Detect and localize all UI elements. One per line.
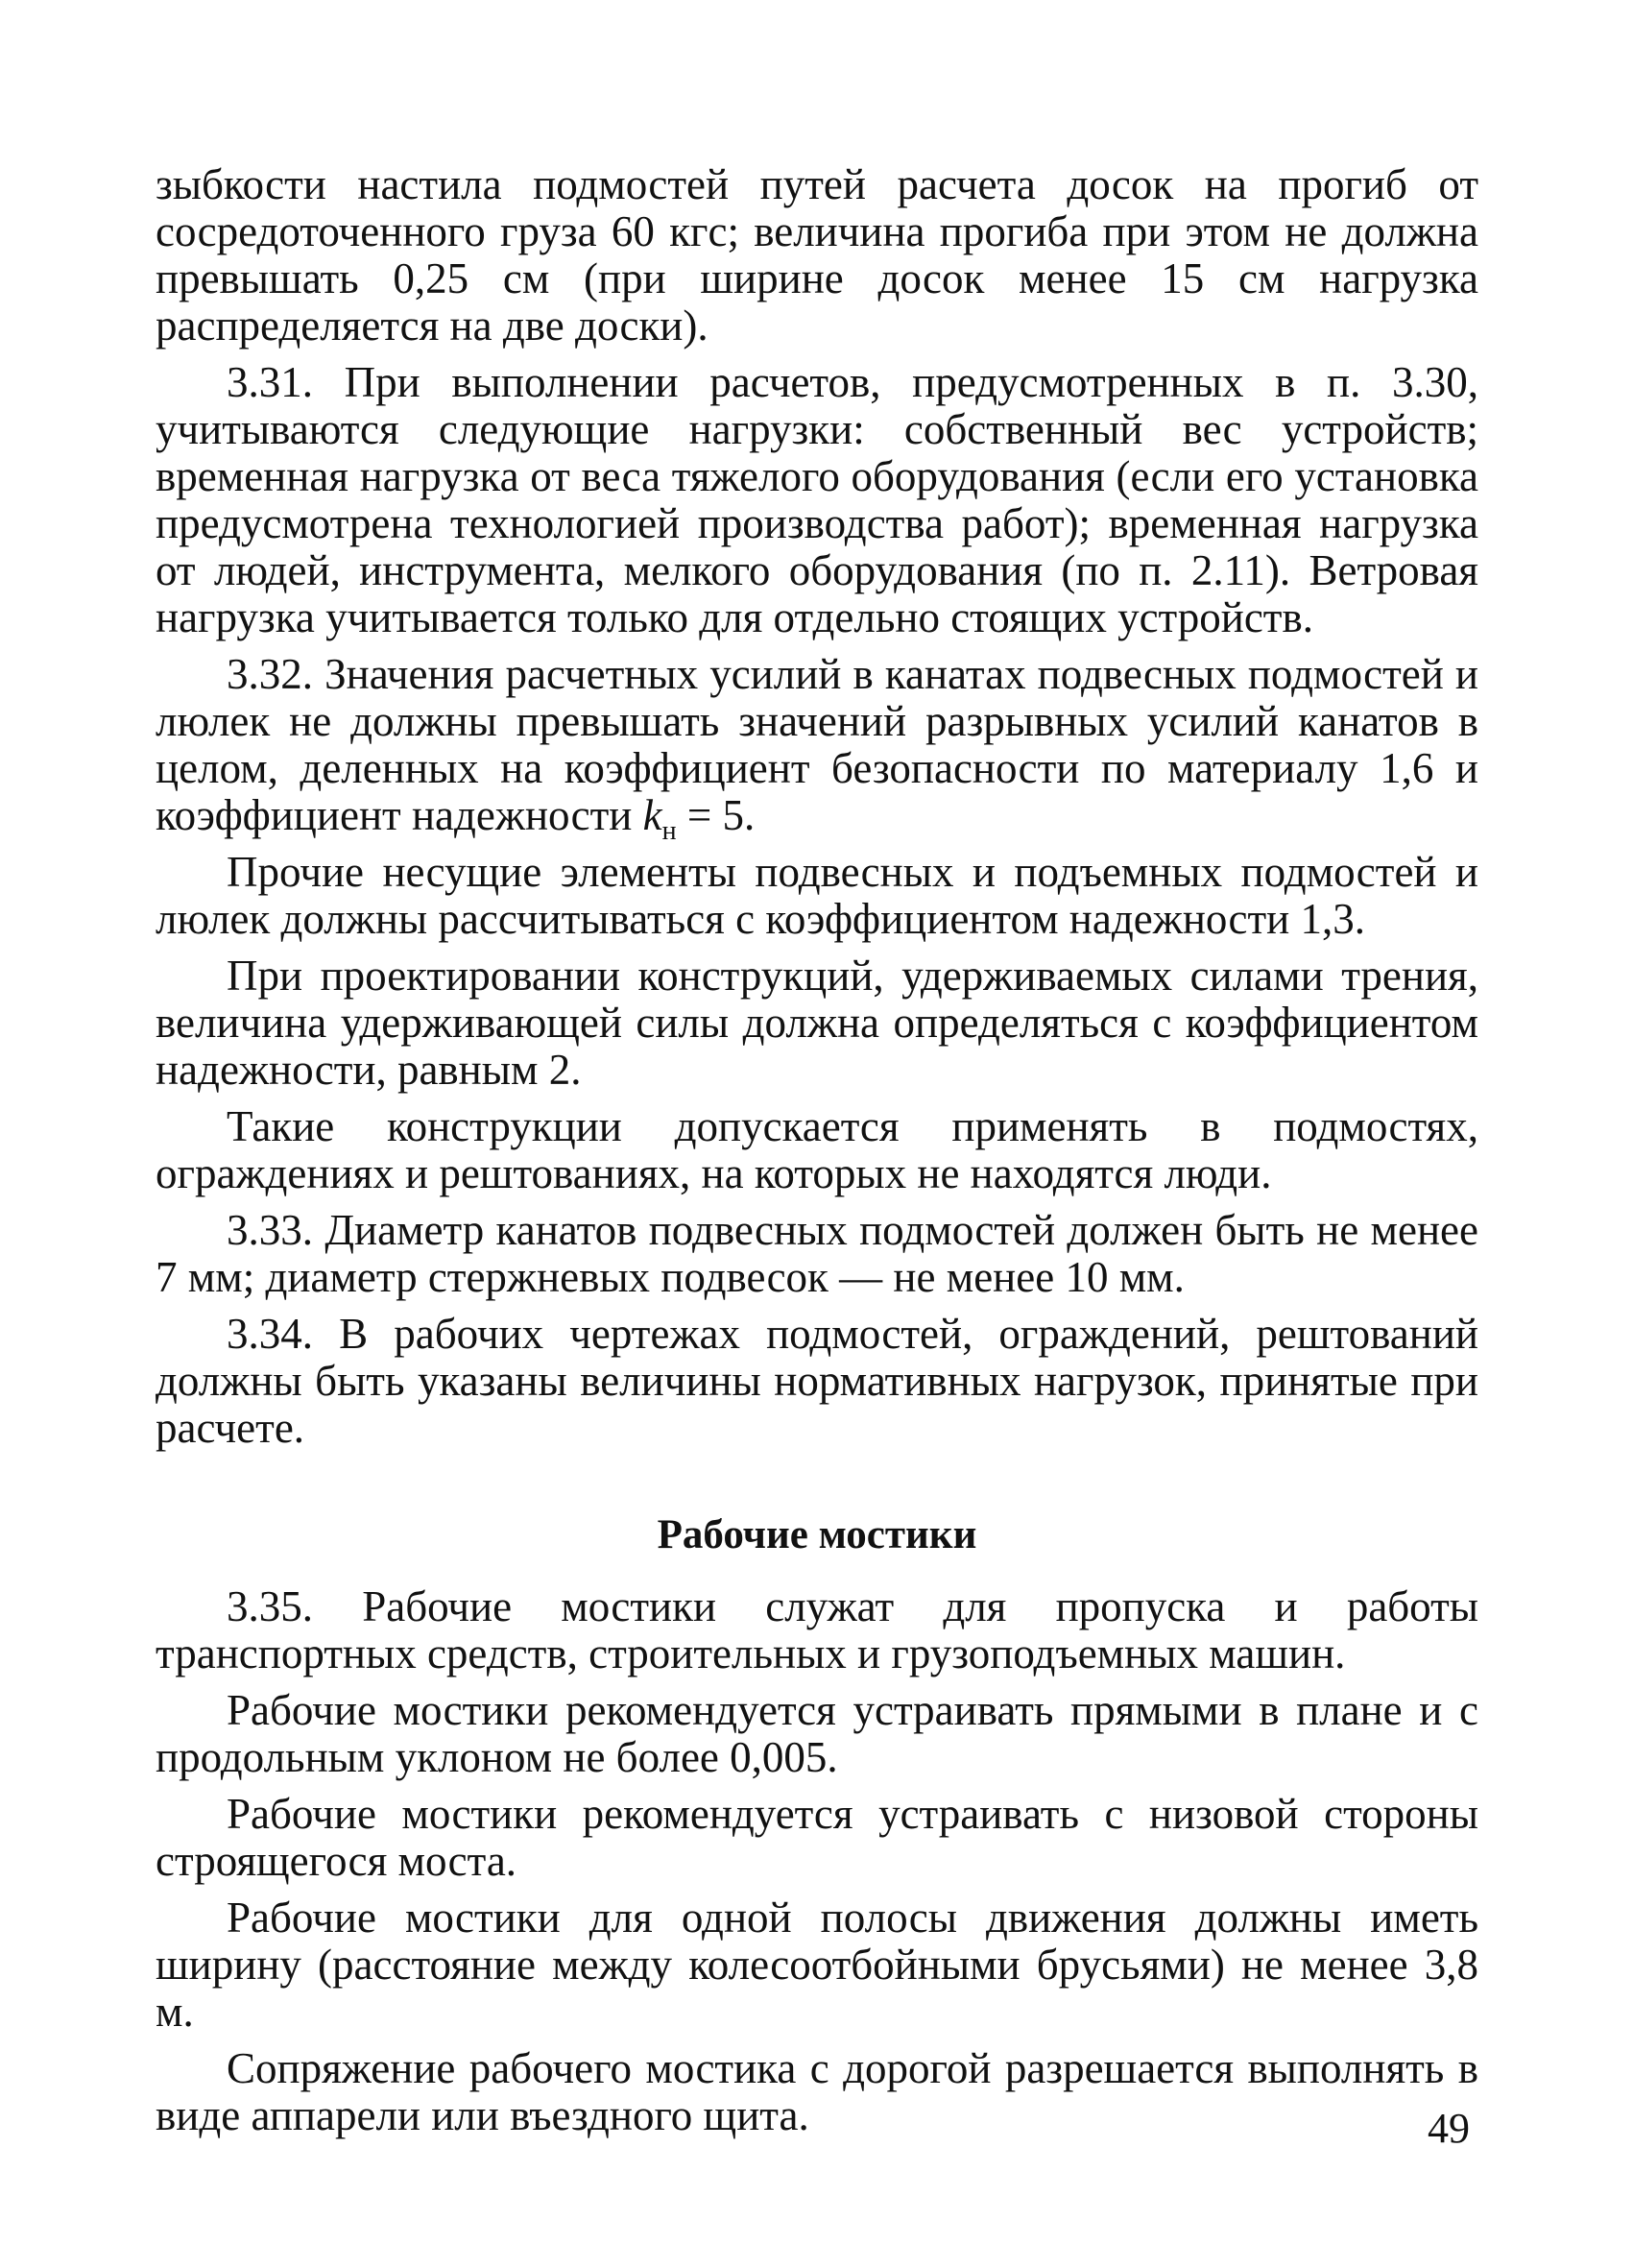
page-number: 49 [1428,2105,1470,2152]
paragraph-continuation: зыбкости настила подмостей путей расчета досок на прогиб от сосредоточенного груза 60 кгс; величина прогиба при этом не должна превышать 0,25 см (при ширине досок менее 15 см нагрузка распределяется на две доски). [156,160,1478,350]
paragraph-straight-plan: Рабочие мостики рекомендуется устраивать прямыми в плане и с продольным уклоном не более 0,005. [156,1686,1478,1781]
paragraph-friction: При проектировании конструкций, удерживаемых силами трения, величина удерживающей силы должна определяться с коэффициентом надежности, равным 2. [156,952,1478,1094]
paragraph-3-32-text: 3.32. Значения расчетных усилий в канатах подвесных подмостей и люлек не должны превышать значений разрывных усилий канатов в целом, деленных на коэффициент безопасности по материалу 1,6 и коэффициент надежности [156,650,1478,839]
paragraph-3-31: 3.31. При выполнении расчетов, предусмотренных в п. 3.30, учитываются следующие нагрузки: собственный вес устройств; временная нагрузка от веса тяжелого оборудования (если его установка предусмотрена технологией производства работ); временная нагрузка от людей, инструмента, мелкого оборудования (по п. 2.11). Ветровая нагрузка учитывается только для отдельно стоящих устройств. [156,358,1478,641]
paragraph-3-32-tail: = 5. [676,791,756,839]
paragraph-3-33: 3.33. Диаметр канатов подвесных подмостей должен быть не менее 7 мм; диаметр стержневых подвесок — не менее 10 мм. [156,1206,1478,1301]
paragraph-3-35: 3.35. Рабочие мостики служат для пропуска и работы транспортных средств, строительных и грузоподъемных машин. [156,1582,1478,1677]
body-text [156,161,1478,2149]
paragraph-road-connection: Сопряжение рабочего мостика с дорогой разрешается выполнять в виде аппарели или въездного щита. [156,2044,1478,2139]
paragraph-lane-width: Рабочие мостики для одной полосы движения должны иметь ширину (расстояние между колесоотбойными брусьями) не менее 3,8 м. [156,1894,1478,2036]
k-subscript: н [661,816,677,846]
paragraph-other-elements: Прочие несущие элементы подвесных и подъемных подмостей и люлек должны рассчитываться с коэффициентом надежности 1,3. [156,848,1478,943]
paragraph-downstream-side: Рабочие мостики рекомендуется устраивать с низовой стороны строящегося моста. [156,1790,1478,1885]
paragraph-such-constructions: Такие конструкции допускается применять в подмостях, ограждениях и рештованиях, на которых не находятся люди. [156,1102,1478,1197]
k-symbol: k [642,791,662,839]
paragraph-3-32 [156,650,1478,846]
section-heading: Рабочие мостики [657,1512,977,1557]
paragraph-3-34: 3.34. В рабочих чертежах подмостей, ограждений, рештований должны быть указаны величины нормативных нагрузок, принятые при расчете. [156,1310,1478,1452]
